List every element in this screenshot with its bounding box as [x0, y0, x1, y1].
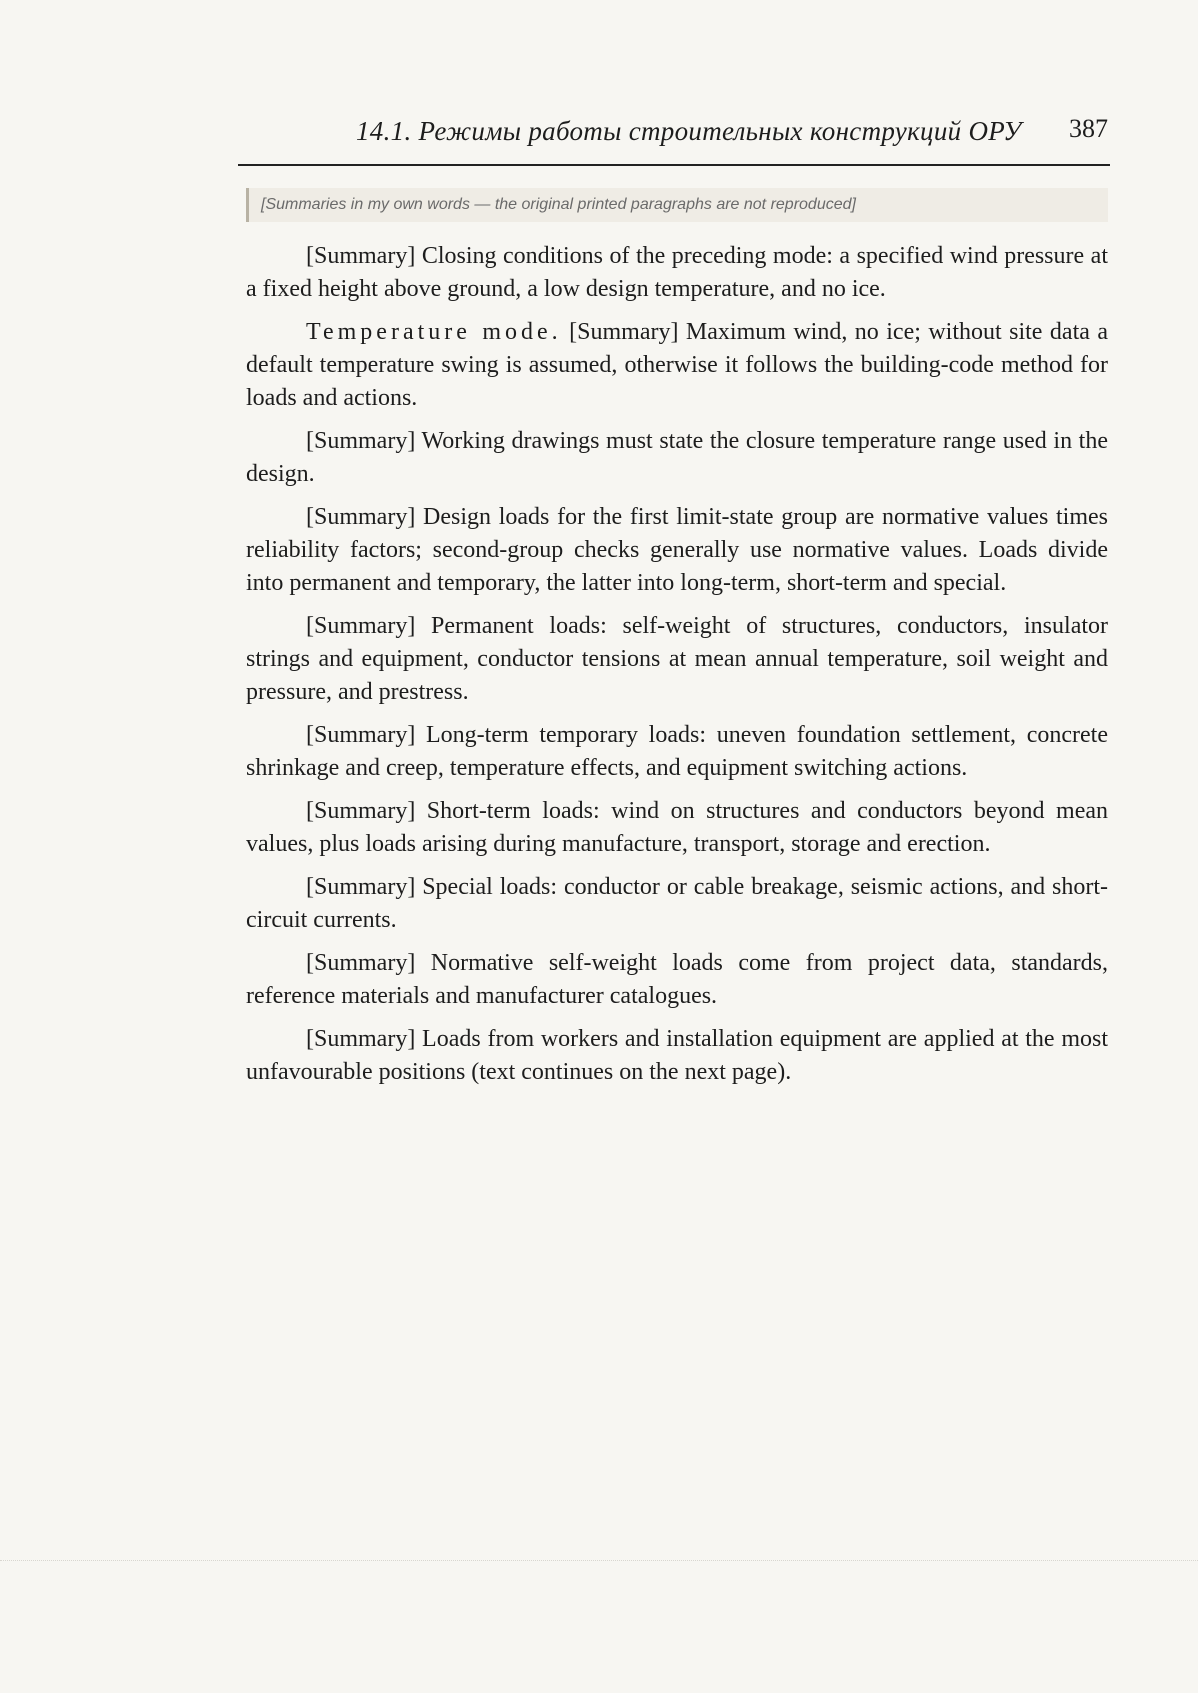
paragraph-lead: Temperature mode. — [306, 319, 562, 345]
paragraph — [246, 871, 1108, 937]
summary-notice: [Summaries in my own words — the original printed paragraphs are not reproduced] — [246, 188, 1108, 222]
paragraph-text: [Summary] Working drawings must state the closure temperature range used in the design. — [246, 428, 1108, 487]
paragraph-text: [Summary] Permanent loads: self-weight of structures, conductors, insulator strings and equipment, conductor tensions at mean annual temperature, soil weight and pressure, and prestress. — [246, 613, 1108, 705]
paragraph-text: [Summary] Loads from workers and installation equipment are applied at the most unfavourable positions (text continues on the next page). — [246, 1026, 1108, 1085]
paragraph — [246, 316, 1108, 415]
running-title: 14.1. Режимы работы строительных конструкций ОРУ — [356, 116, 1022, 146]
paragraph-text: [Summary] Special loads: conductor or cable breakage, seismic actions, and short-circuit currents. — [246, 874, 1108, 933]
paragraph-list — [246, 240, 1108, 1089]
paragraph-text: [Summary] Maximum wind, no ice; without site data a default temperature swing is assumed, otherwise it follows the building-code method for loads and actions. — [246, 319, 1108, 411]
page-body — [246, 188, 1108, 1628]
paragraph — [246, 1023, 1108, 1089]
scan-artifact-line — [0, 1560, 1198, 1562]
paragraph — [246, 795, 1108, 861]
page-number: 387 — [1069, 114, 1108, 143]
running-header — [238, 112, 1110, 166]
paragraph — [246, 610, 1108, 709]
paragraph — [246, 719, 1108, 785]
paragraph-text: [Summary] Design loads for the first limit-state group are normative values times reliability factors; second-group checks generally use normative values. Loads divide into permanent and temporary, the latter into long-term, short-term and special. — [246, 504, 1108, 596]
paragraph-text: [Summary] Closing conditions of the preceding mode: a specified wind pressure at a fixed height above ground, a low design temperature, and no ice. — [246, 243, 1108, 302]
paragraph — [246, 947, 1108, 1013]
paragraph — [246, 240, 1108, 306]
paragraph-text: [Summary] Long-term temporary loads: uneven foundation settlement, concrete shrinkage and creep, temperature effects, and equipment switching actions. — [246, 722, 1108, 781]
paragraph — [246, 425, 1108, 491]
paragraph-text: [Summary] Normative self-weight loads come from project data, standards, reference materials and manufacturer catalogues. — [246, 950, 1108, 1009]
paragraph-text: [Summary] Short-term loads: wind on structures and conductors beyond mean values, plus loads arising during manufacture, transport, storage and erection. — [246, 798, 1108, 857]
paragraph — [246, 501, 1108, 600]
